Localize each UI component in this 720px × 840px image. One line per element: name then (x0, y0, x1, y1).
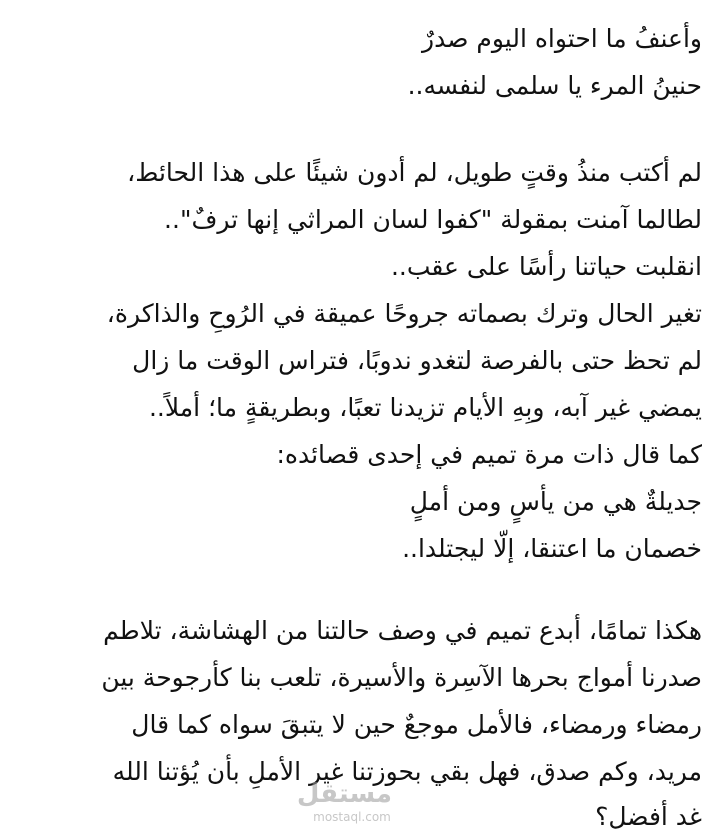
watermark (296, 778, 392, 834)
watermark-logo-text: مستقل (296, 779, 392, 809)
text-line: انقلبت حياتنا رأسًا على عقب.. (390, 252, 702, 281)
text-line: هكذا تمامًا، أبدع تميم في وصف حالتنا من الهشاشة، تلاطم (103, 616, 702, 645)
text-line: خصمان ما اعتنقا، إلّا ليجتلدا.. (402, 534, 702, 563)
text-line: غد أفضل؟ (595, 802, 702, 831)
text-line: تغير الحال وترك بصماته جروحًا عميقة في الرُوحِ والذاكرة، (106, 299, 702, 328)
text-line: حنينُ المرء يا سلمى لنفسه.. (407, 71, 702, 100)
text-line: لم تحظ حتى بالفرصة لتغدو ندوبًا، فتراس الوقت ما زال (132, 346, 702, 375)
text-line: صدرنا أمواج بحرها الآسِرة والأسيرة، تلعب بنا كأرجوحة بين (101, 663, 702, 692)
text-line: وأعنفُ ما احتواه اليوم صدرٌ (422, 24, 702, 53)
text-line: رمضاء ورمضاء، فالأمل موجعٌ حين لا يتبقَ سواه كما قال (131, 710, 702, 739)
watermark-url: mostaql.com (313, 810, 391, 824)
text-line: لطالما آمنت بمقولة "كفوا لسان المراثي إنها ترفٌ".. (164, 205, 702, 234)
text-line: لم أكتب منذُ وقتٍ طويل، لم أدون شيئًا على هذا الحائط، (127, 158, 702, 187)
text-line: مريد، وكم صدق، فهل بقي بحوزتنا غير الأملِ بأن يُؤتنا الله (112, 757, 702, 786)
text-line: يمضي غير آبه، وبِهِ الأيام تزيدنا تعبًا، وبطريقةٍ ما؛ أملاً.. (148, 393, 702, 422)
text-line: جديلةٌ هي من يأسٍ ومن أملٍ (409, 487, 702, 516)
text-line: كما قال ذات مرة تميم في إحدى قصائده: (276, 440, 702, 469)
